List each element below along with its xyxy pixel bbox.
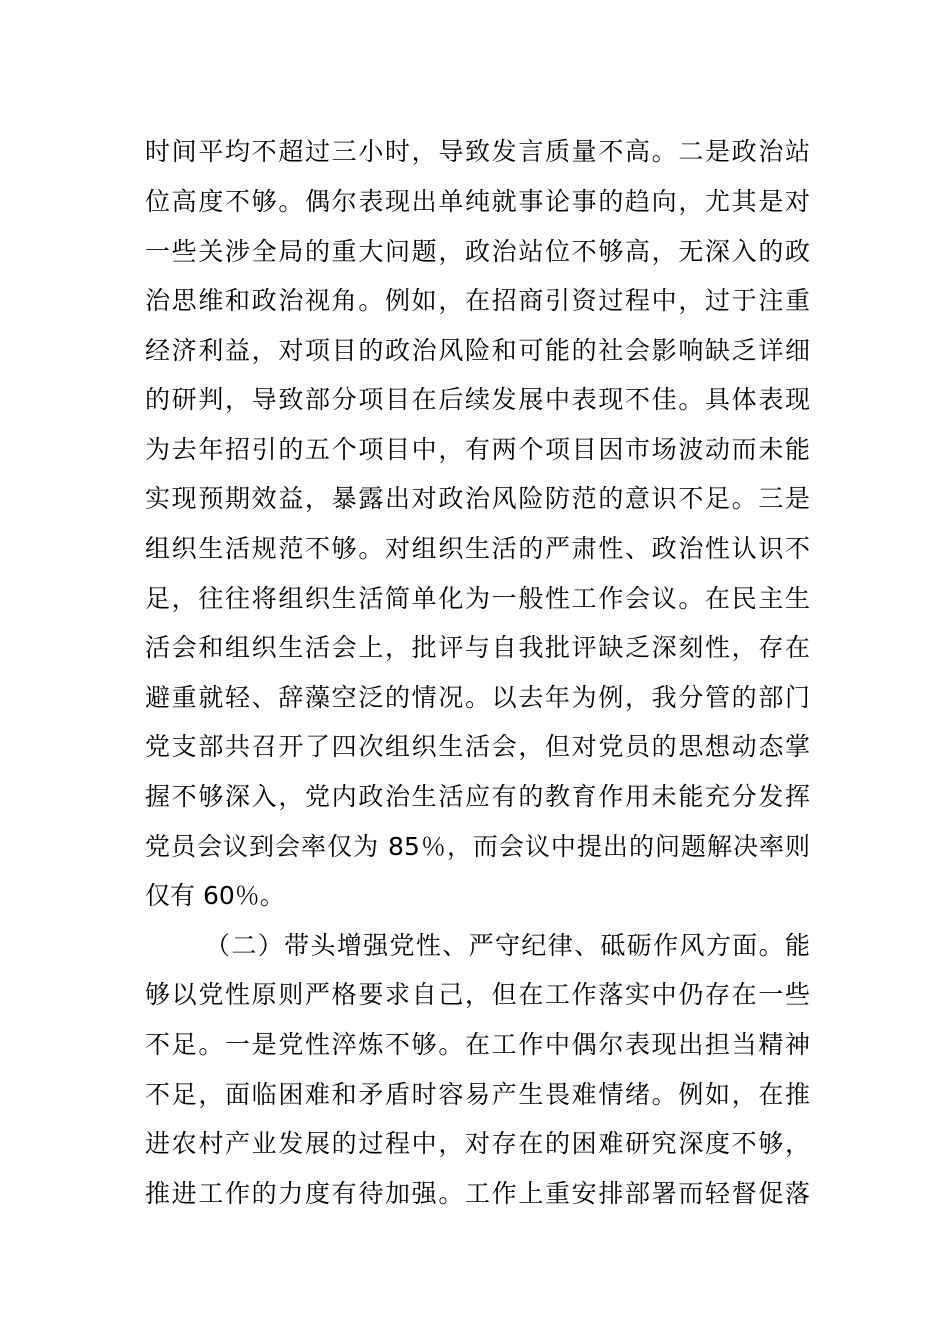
text-line: 治思维和政治视角。例如，在招商引资过程中，过于注重 bbox=[145, 286, 810, 315]
section-heading-line: （二）带头增强党性、严守纪律、砥砺作风方面。能 bbox=[205, 931, 810, 960]
text-line: 为去年招引的五个项目中，有两个项目因市场波动而未能 bbox=[145, 435, 810, 464]
text-line: 够以党性原则严格要求自己，但在工作落实中仍存在一些 bbox=[145, 980, 810, 1009]
text-line: 党员会议到会率仅为 85％，而会议中提出的问题解决率则 bbox=[145, 832, 810, 861]
text-line: 一些关涉全局的重大问题，政治站位不够高，无深入的政 bbox=[145, 237, 810, 266]
text-line: 的研判，导致部分项目在后续发展中表现不佳。具体表现 bbox=[145, 385, 810, 414]
text-line: 党支部共召开了四次组织生活会，但对党员的思想动态掌 bbox=[145, 732, 810, 761]
text-line: 组织生活规范不够。对组织生活的严肃性、政治性认识不 bbox=[145, 534, 810, 563]
text-line: 避重就轻、辞藻空泛的情况。以去年为例，我分管的部门 bbox=[145, 683, 810, 712]
text-line: 经济利益，对项目的政治风险和可能的社会影响缺乏详细 bbox=[145, 336, 810, 365]
text-line: 不足，面临困难和矛盾时容易产生畏难情绪。例如，在推 bbox=[145, 1080, 810, 1109]
text-line: 不足。一是党性淬炼不够。在工作中偶尔表现出担当精神 bbox=[145, 1030, 810, 1059]
text-line: 活会和组织生活会上，批评与自我批评缺乏深刻性，存在 bbox=[145, 633, 810, 662]
text-line: 进农村产业发展的过程中，对存在的困难研究深度不够， bbox=[145, 1129, 810, 1158]
text-line: 位高度不够。偶尔表现出单纯就事论事的趋向，尤其是对 bbox=[145, 187, 810, 216]
text-line: 时间平均不超过三小时，导致发言质量不高。二是政治站 bbox=[145, 137, 810, 166]
text-line: 足，往往将组织生活简单化为一般性工作会议。在民主生 bbox=[145, 584, 810, 613]
text-line: 实现预期效益，暴露出对政治风险防范的意识不足。三是 bbox=[145, 484, 810, 513]
text-line: 推进工作的力度有待加强。工作上重安排部署而轻督促落 bbox=[145, 1179, 810, 1208]
text-line: 仅有 60％。 bbox=[145, 881, 285, 910]
text-line: 握不够深入，党内政治生活应有的教育作用未能充分发挥 bbox=[145, 782, 810, 811]
